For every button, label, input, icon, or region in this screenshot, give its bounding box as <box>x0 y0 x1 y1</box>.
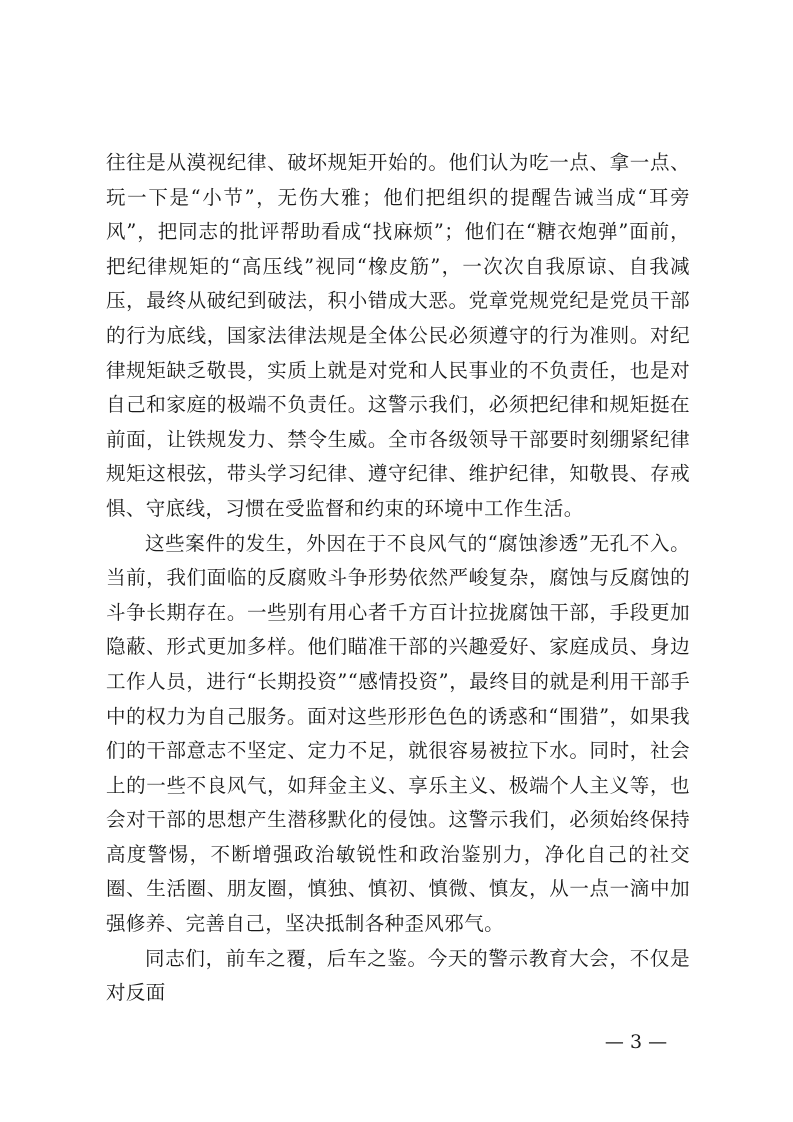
paragraph-conclusion-start: 同志们，前车之覆，后车之鉴。今天的警示教育大会，不仅是对反面 <box>106 946 690 1005</box>
paragraph-continued: 往往是从漠视纪律、破坏规矩开始的。他们认为吃一点、拿一点、玩一下是“小节”，无伤大雅；他们把组织的提醒告诫当成“耳旁风”，把同志的批评帮助看成“找麻烦”；他们在“糖衣炮弹”面前，把纪律规矩的“高压线”视同“橡皮筋”，一次次自我原谅、自我减压，最终从破纪到破法，积小错成大恶。党章党规党纪是党员干部的行为底线，国家法律法规是全体公民必须遵守的行为准则。对纪律规矩缺乏敬畏，实质上就是对党和人民事业的不负责任，也是对自己和家庭的极端不负责任。这警示我们，必须把纪律和规矩挺在前面，让铁规发力、禁令生威。全市各级领导干部要时刻绷紧纪律规矩这根弦，带头学习纪律、遵守纪律、维护纪律，知敬畏、存戒惧、守底线，习惯在受监督和约束的环境中工作生活。 <box>106 151 690 520</box>
page-number: — 3 — <box>604 1031 668 1053</box>
body-text <box>106 146 690 1011</box>
paragraph-external-causes: 这些案件的发生，外因在于不良风气的“腐蚀渗透”无孔不入。当前，我们面临的反腐败斗争形势依然严峻复杂，腐蚀与反腐蚀的斗争长期存在。一些别有用心者千方百计拉拢腐蚀干部，手段更加隐蔽、形式更加多样。他们瞄准干部的兴趣爱好、家庭成员、身边工作人员，进行“长期投资”“感情投资”，最终目的就是利用干部手中的权力为自己服务。面对这些形形色色的诱惑和“围猎”，如果我们的干部意志不坚定、定力不足，就很容易被拉下水。同时，社会上的一些不良风气，如拜金主义、享乐主义、极端个人主义等，也会对干部的思想产生潜移默化的侵蚀。这警示我们，必须始终保持高度警惕，不断增强政治敏锐性和政治鉴别力，净化自己的社交圈、生活圈、朋友圈，慎独、慎初、慎微、慎友，从一点一滴中加强修养、完善自己，坚决抵制各种歪风邪气。 <box>106 531 690 936</box>
